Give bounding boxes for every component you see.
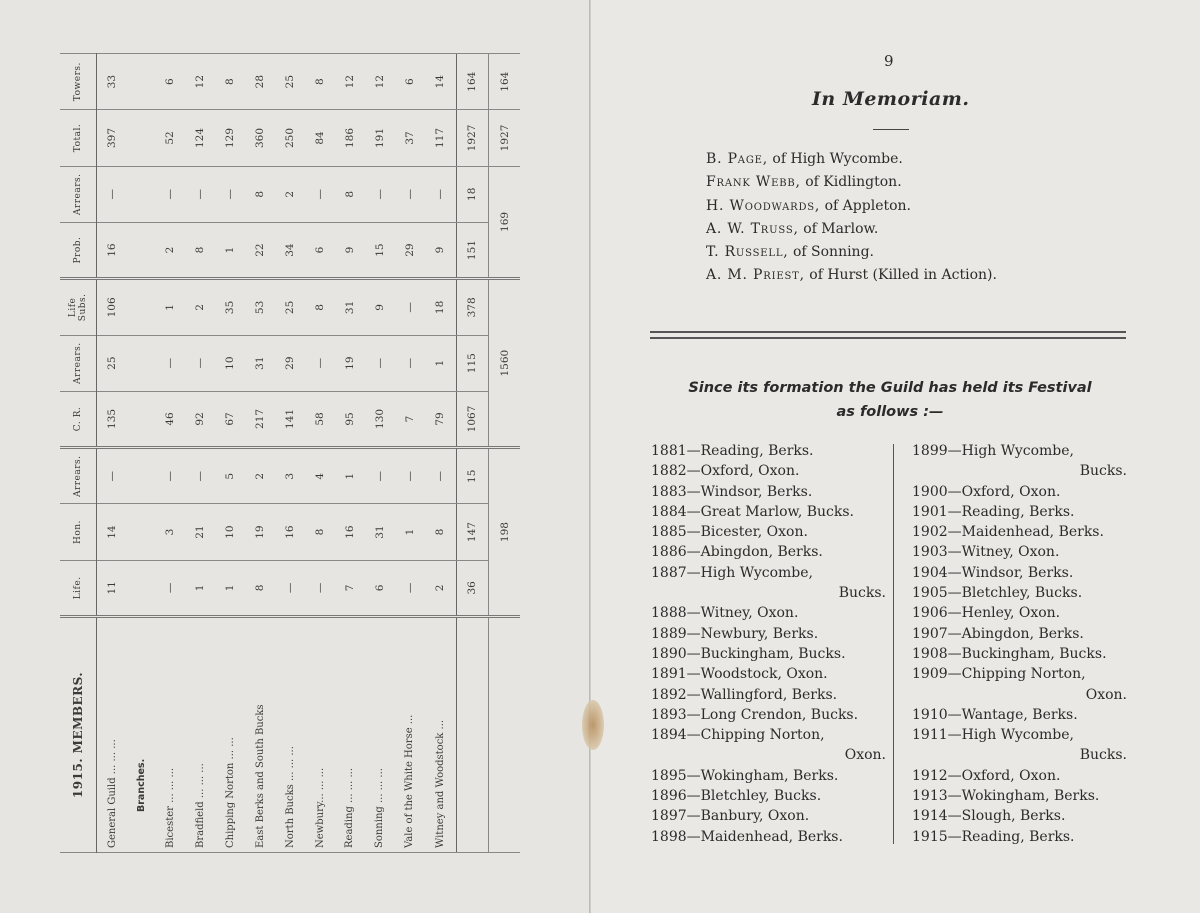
table-cell: 6	[305, 222, 335, 278]
festival-text: 1888—Witney, Oxon.	[651, 605, 799, 622]
festival-intro	[640, 376, 1140, 424]
table-cell: —	[305, 560, 335, 616]
festival-text: 1902—Maidenhead, Berks.	[912, 524, 1104, 541]
festival-text: 1901—Reading, Berks.	[912, 503, 1075, 520]
festival-entry	[651, 786, 886, 806]
festival-text: 1913—Wokingham, Berks.	[912, 788, 1100, 805]
table-cell: 11	[97, 560, 128, 616]
table-cell: 92	[185, 391, 215, 447]
table-cell: 8	[215, 54, 245, 110]
table-cell: 250	[275, 110, 305, 166]
memoriam-name: Frank Webb,	[706, 174, 801, 191]
festival-entry	[912, 664, 1127, 705]
memoriam-name: A. M. Priest,	[706, 267, 805, 284]
table-cell	[128, 222, 155, 278]
table-cell: 95	[335, 391, 365, 447]
table-cell: 31	[365, 504, 395, 560]
table-row	[128, 54, 155, 853]
row-name: Vale of the White Horse ...	[395, 617, 425, 853]
table-cell: 46	[155, 391, 185, 447]
table-cell: 22	[245, 222, 275, 278]
festival-text: 1912—Oxford, Oxon.	[912, 767, 1061, 784]
table-cell	[128, 335, 155, 391]
table-cell: 7	[335, 560, 365, 616]
festival-text: 1904—Windsor, Berks.	[912, 564, 1074, 581]
table-cell: —	[97, 448, 128, 504]
table-cell: 135	[97, 391, 128, 447]
col-header-hon: Hon.	[60, 504, 97, 560]
table-cell	[128, 448, 155, 504]
table-cell: 151	[456, 222, 488, 278]
row-name: North Bucks ... ... ...	[275, 617, 305, 853]
memoriam-entry	[706, 218, 997, 241]
festival-text-continued: Bucks.	[1079, 463, 1127, 480]
table-cell: 19	[245, 504, 275, 560]
festival-entry	[651, 624, 886, 644]
table-cell: —	[97, 166, 128, 222]
table-cell: 14	[97, 504, 128, 560]
table-cell: 9	[425, 222, 456, 278]
festival-entry	[651, 603, 886, 623]
row-name: Chipping Norton ... ...	[215, 617, 245, 853]
table-cell: 10	[215, 504, 245, 560]
table-cell: 6	[155, 54, 185, 110]
festival-text: 1911—High Wycombe,	[912, 727, 1074, 744]
table-cell: 141	[275, 391, 305, 447]
festival-text: 1884—Great Marlow, Bucks.	[651, 503, 854, 520]
table-cell: —	[185, 335, 215, 391]
table-cell	[128, 560, 155, 616]
table-header-row	[60, 54, 97, 853]
festival-entry	[912, 542, 1127, 562]
table-row	[395, 54, 425, 853]
table-cell: 15	[456, 448, 488, 504]
festival-text: 1905—Bletchley, Bucks.	[912, 585, 1083, 602]
table-row	[305, 54, 335, 853]
row-name: Reading ... ... ...	[335, 617, 365, 853]
festival-entry	[912, 624, 1127, 644]
table-cell: 12	[185, 54, 215, 110]
memoriam-list	[706, 148, 997, 288]
festival-entry	[912, 827, 1127, 847]
table-cell: —	[365, 335, 395, 391]
col-header-arrears-3: Arrears.	[60, 166, 97, 222]
table-cell: 106	[97, 279, 128, 335]
table-cell: 1	[185, 560, 215, 616]
grand-total-cell: 1560	[489, 279, 520, 448]
row-name: Bicester ... ... ...	[155, 617, 185, 853]
table-cell: 33	[97, 54, 128, 110]
double-rule	[650, 331, 1126, 339]
festival-entry	[651, 563, 886, 604]
table-cell: 1927	[456, 110, 488, 166]
festival-entry	[912, 786, 1127, 806]
memoriam-place: of Marlow.	[803, 220, 879, 237]
column-divider	[893, 444, 894, 844]
table-cell: 53	[245, 279, 275, 335]
table-cell: —	[425, 448, 456, 504]
festival-text: 1882—Oxford, Oxon.	[651, 463, 800, 480]
festival-text: 1891—Woodstock, Oxon.	[651, 666, 828, 683]
table-cell: 8	[425, 504, 456, 560]
table-cell: 25	[275, 54, 305, 110]
col-header-life-subs: Life Subs.	[60, 279, 97, 335]
festival-text: 1915—Reading, Berks.	[912, 828, 1075, 845]
memoriam-place: of Appleton.	[824, 197, 912, 214]
table-cell: 58	[305, 391, 335, 447]
table-cell: —	[395, 279, 425, 335]
table-row	[215, 54, 245, 853]
row-name: Sonning ... ... ...	[365, 617, 395, 853]
members-table	[60, 53, 520, 853]
table-row	[245, 54, 275, 853]
memoriam-heading: In Memoriam.	[812, 88, 970, 110]
festival-text: 1900—Oxford, Oxon.	[912, 483, 1061, 500]
table-cell: —	[215, 166, 245, 222]
memoriam-name: T. Russell,	[706, 244, 789, 261]
table-cell: 36	[456, 560, 488, 616]
table-cell: —	[155, 166, 185, 222]
col-header-towers: Towers.	[60, 54, 97, 110]
table-cell: 10	[215, 335, 245, 391]
festival-text-continued: Oxon.	[1085, 686, 1127, 703]
table-cell: —	[425, 166, 456, 222]
table-cell: 84	[305, 110, 335, 166]
col-header-cr: C. R.	[60, 391, 97, 447]
table-cell: 37	[395, 110, 425, 166]
grand-total-cell: 1927	[489, 110, 520, 166]
gutter-stain	[582, 700, 604, 750]
table-cell: 8	[305, 504, 335, 560]
table-cell: 31	[335, 279, 365, 335]
table-row	[365, 54, 395, 853]
table-cell	[128, 110, 155, 166]
table-cell: 130	[365, 391, 395, 447]
festival-text: 1894—Chipping Norton,	[651, 727, 825, 744]
festival-text: 1883—Windsor, Berks.	[651, 483, 813, 500]
table-cell: 16	[97, 222, 128, 278]
table-cell: —	[275, 560, 305, 616]
festival-text: 1889—Newbury, Berks.	[651, 625, 819, 642]
festival-entry	[912, 705, 1127, 725]
festival-text: 1908—Buckingham, Bucks.	[912, 645, 1107, 662]
table-row	[185, 54, 215, 853]
table-cell: 147	[456, 504, 488, 560]
table-cell: 191	[365, 110, 395, 166]
table-cell: 25	[97, 335, 128, 391]
festival-entry	[651, 542, 886, 562]
table-cell: 8	[305, 54, 335, 110]
table-cell: —	[395, 448, 425, 504]
row-name: Witney and Woodstock ...	[425, 617, 456, 853]
table-cell: 12	[365, 54, 395, 110]
table-cell: 1	[425, 335, 456, 391]
table-cell: 52	[155, 110, 185, 166]
col-header-arrears-2: Arrears.	[60, 335, 97, 391]
memoriam-place: of Kidlington.	[805, 174, 902, 191]
festival-intro-line-1: Since its formation the Guild has held its Festival	[688, 380, 1092, 396]
festival-text: 1914—Slough, Berks.	[912, 808, 1066, 825]
table-cell: 1	[335, 448, 365, 504]
grand-total-cell: 164	[489, 54, 520, 110]
table-cell: —	[155, 448, 185, 504]
festival-intro-line-2: as follows :—	[836, 404, 944, 420]
festival-text: 1893—Long Crendon, Bucks.	[651, 706, 859, 723]
festival-entry	[651, 502, 886, 522]
table-cell: 8	[245, 560, 275, 616]
col-header-arrears-1: Arrears.	[60, 448, 97, 504]
table-row	[97, 54, 128, 853]
festival-entry	[651, 806, 886, 826]
table-cell: 31	[245, 335, 275, 391]
col-header-prob: Prob.	[60, 222, 97, 278]
page-number: 9	[884, 52, 894, 70]
table-cell: 1	[215, 222, 245, 278]
festival-entry	[912, 441, 1127, 482]
row-name: Newbury... ... ...	[305, 617, 335, 853]
table-cell: 25	[275, 279, 305, 335]
table-cell: 29	[395, 222, 425, 278]
row-name	[456, 617, 488, 853]
table-cell: —	[395, 166, 425, 222]
festival-text-continued: Bucks.	[838, 585, 886, 602]
grand-total-cell	[489, 617, 520, 853]
festival-text: 1896—Bletchley, Bucks.	[651, 788, 822, 805]
memoriam-entry	[706, 171, 997, 194]
festival-text: 1890—Buckingham, Bucks.	[651, 645, 846, 662]
table-cell: 164	[456, 54, 488, 110]
table-cell: 6	[365, 560, 395, 616]
table-cell: 8	[245, 166, 275, 222]
table-cell: 1	[395, 504, 425, 560]
table-cell: 79	[425, 391, 456, 447]
row-name: East Berks and South Bucks	[245, 617, 275, 853]
table-cell: —	[365, 166, 395, 222]
festival-entry	[651, 482, 886, 502]
table-cell: 9	[365, 279, 395, 335]
festival-entry	[912, 603, 1127, 623]
table-cell: —	[395, 335, 425, 391]
table-cell: 217	[245, 391, 275, 447]
table-cell: 8	[335, 166, 365, 222]
table-cell: 34	[275, 222, 305, 278]
festival-text: 1895—Wokingham, Berks.	[651, 767, 839, 784]
festival-entry	[651, 461, 886, 481]
festival-entry	[912, 725, 1127, 766]
table-cell	[128, 166, 155, 222]
memoriam-entry	[706, 148, 997, 171]
festival-entry	[912, 644, 1127, 664]
table-cell: —	[185, 166, 215, 222]
festival-list-left	[651, 441, 886, 847]
table-cell: 129	[215, 110, 245, 166]
festival-text: 1886—Abingdon, Berks.	[651, 544, 823, 561]
table-cell: 3	[275, 448, 305, 504]
festival-entry	[651, 705, 886, 725]
festival-entry	[651, 725, 886, 766]
table-row	[335, 54, 365, 853]
festival-text: 1907—Abingdon, Berks.	[912, 625, 1084, 642]
festival-entry	[912, 806, 1127, 826]
table-cell: 67	[215, 391, 245, 447]
festival-entry	[651, 441, 886, 461]
festival-entry	[651, 766, 886, 786]
table-cell: 4	[305, 448, 335, 504]
table-cell: 3	[155, 504, 185, 560]
table-cell: 5	[215, 448, 245, 504]
table-cell	[128, 391, 155, 447]
festival-text-continued: Oxon.	[844, 747, 886, 764]
members-title: 1915. MEMBERS.	[60, 617, 97, 853]
table-cell: 2	[275, 166, 305, 222]
festival-entry	[651, 644, 886, 664]
members-table-body	[97, 54, 521, 853]
table-cell: 397	[97, 110, 128, 166]
festival-entry	[651, 664, 886, 684]
table-cell: 1	[155, 279, 185, 335]
festival-text: 1909—Chipping Norton,	[912, 666, 1086, 683]
table-cell: 378	[456, 279, 488, 335]
memoriam-name: A. W. Truss,	[706, 220, 799, 237]
col-header-life: Life.	[60, 560, 97, 616]
grand-total-cell: 198	[489, 448, 520, 617]
table-cell: 1	[215, 560, 245, 616]
table-cell: 186	[335, 110, 365, 166]
table-cell: 1067	[456, 391, 488, 447]
memoriam-place: of High Wycombe.	[772, 151, 903, 167]
festival-text: 1910—Wantage, Berks.	[912, 706, 1078, 723]
table-cell: 16	[275, 504, 305, 560]
table-cell: 2	[425, 560, 456, 616]
table-cell	[128, 279, 155, 335]
table-cell: —	[305, 335, 335, 391]
table-row	[425, 54, 456, 853]
table-cell: 16	[335, 504, 365, 560]
table-cell: 18	[425, 279, 456, 335]
table-cell: 9	[335, 222, 365, 278]
table-cell: 115	[456, 335, 488, 391]
festival-text: 1881—Reading, Berks.	[651, 443, 814, 459]
festival-entry	[912, 482, 1127, 502]
table-cell: 6	[395, 54, 425, 110]
table-cell: 18	[456, 166, 488, 222]
festival-entry	[912, 522, 1127, 542]
table-cell: 8	[185, 222, 215, 278]
festival-text: 1898—Maidenhead, Berks.	[651, 828, 843, 845]
row-name: Bradfield ... ... ...	[185, 617, 215, 853]
festival-text: 1899—High Wycombe,	[912, 443, 1074, 459]
table-cell: 2	[185, 279, 215, 335]
table-cell: 28	[245, 54, 275, 110]
table-cell: 35	[215, 279, 245, 335]
short-rule	[873, 129, 909, 130]
festival-text: 1892—Wallingford, Berks.	[651, 686, 838, 703]
table-cell: 2	[155, 222, 185, 278]
table-cell	[128, 54, 155, 110]
table-cell: —	[155, 335, 185, 391]
table-cell: —	[185, 448, 215, 504]
table-row	[155, 54, 185, 853]
festival-entry	[912, 766, 1127, 786]
memoriam-entry	[706, 195, 997, 218]
table-cell: 2	[245, 448, 275, 504]
festival-text: 1903—Witney, Oxon.	[912, 544, 1060, 561]
table-cell: 14	[425, 54, 456, 110]
table-cell: 8	[305, 279, 335, 335]
memoriam-name: B. Page,	[706, 151, 768, 167]
left-page	[0, 0, 590, 913]
table-cell: —	[305, 166, 335, 222]
table-cell	[128, 504, 155, 560]
grand-total-cell: 169	[489, 166, 520, 279]
festival-entry	[912, 502, 1127, 522]
members-table-rotated	[60, 53, 520, 853]
grand-total-row	[489, 54, 520, 853]
table-cell: 29	[275, 335, 305, 391]
memoriam-name: H. Woodwards,	[706, 197, 821, 214]
row-name: General Guild ... ... ...	[97, 617, 128, 853]
table-cell: 360	[245, 110, 275, 166]
table-cell: —	[365, 448, 395, 504]
festival-text: 1887—High Wycombe,	[651, 564, 813, 581]
table-cell: —	[395, 560, 425, 616]
table-cell: 117	[425, 110, 456, 166]
festival-text: 1906—Henley, Oxon.	[912, 605, 1061, 622]
branches-label: Branches.	[128, 617, 155, 853]
festival-entry	[912, 563, 1127, 583]
table-cell: 124	[185, 110, 215, 166]
festival-entry	[912, 583, 1127, 603]
memoriam-entry	[706, 241, 997, 264]
table-row	[275, 54, 305, 853]
memoriam-place: of Hurst (Killed in Action).	[809, 267, 997, 284]
table-cell: 19	[335, 335, 365, 391]
table-cell: 15	[365, 222, 395, 278]
memoriam-place: of Sonning.	[792, 244, 874, 261]
festival-list-right	[912, 441, 1127, 847]
festival-entry	[651, 522, 886, 542]
festival-text-continued: Bucks.	[1079, 747, 1127, 764]
table-cell: —	[155, 560, 185, 616]
festival-entry	[651, 827, 886, 847]
table-cell: 7	[395, 391, 425, 447]
table-cell: 12	[335, 54, 365, 110]
table-row	[456, 54, 488, 853]
festival-entry	[651, 685, 886, 705]
col-header-total: Total.	[60, 110, 97, 166]
table-cell: 21	[185, 504, 215, 560]
festival-text: 1897—Banbury, Oxon.	[651, 808, 810, 825]
festival-text: 1885—Bicester, Oxon.	[651, 524, 808, 541]
memoriam-entry	[706, 264, 997, 287]
